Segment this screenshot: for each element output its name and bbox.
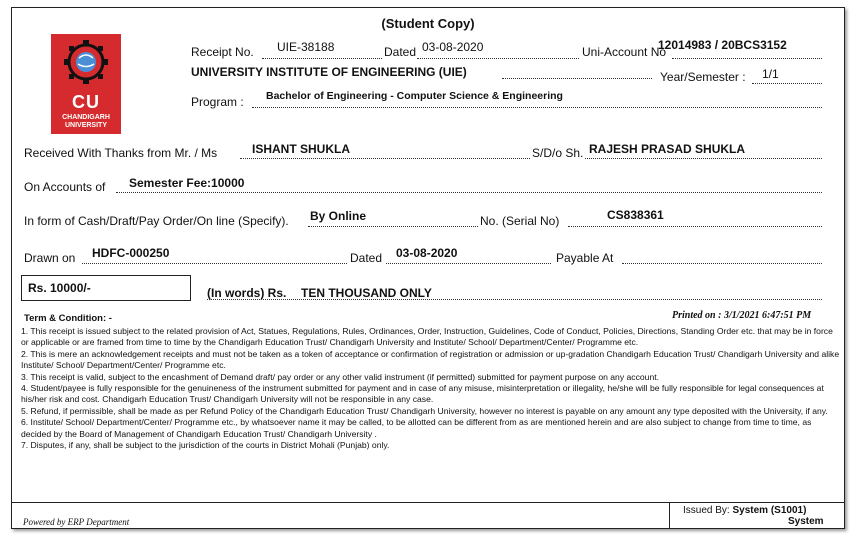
terms-heading: Term & Condition: - <box>24 313 112 324</box>
logo-university-text: CHANDIGARH UNIVERSITY <box>62 114 110 129</box>
year-semester-value: 1/1 <box>762 67 779 81</box>
issued-by-label: Issued By: <box>683 505 730 516</box>
dotted-line <box>82 263 347 264</box>
dotted-line <box>672 58 822 59</box>
gear-globe-icon <box>51 34 121 92</box>
term-item: 5. Refund, if permissible, shall be made as per Refund Policy of the Chandigarh Education Trust/ Chandigarh University, however no interest is payable on any amount any type deposited with the University, if any. <box>21 405 828 416</box>
dotted-line <box>585 158 822 159</box>
amount-box <box>21 275 191 301</box>
term-item: 4. Student/payee is fully responsible for the genuineness of the instrument submitted for payment and in case of any misuse, misinterpretation or illegality, he/she will be fully responsible for legal consequences at his/her risk and cost. Chandigarh Education Trust/ Chandigarh University will not be responsible in any case. <box>21 383 824 405</box>
drawn-on-value: HDFC-000250 <box>92 246 170 260</box>
term-item: 6. Institute/ School/ Department/Center/ Programme etc., by whatsoever name it may be called, to be allotted can be different from as are mentioned herein and are also subject to change from time to time, as decided by the Board of Management of Chandigarh Education Trust/ Chandigarh University . <box>21 417 812 439</box>
term-item: 3. This receipt is valid, subject to the encashment of Demand draft/ pay order or any other valid instrument (if permitted) submitted for payment purpose on any account. <box>21 371 660 382</box>
on-accounts-label: On Accounts of <box>24 180 106 194</box>
dated-label: Dated <box>384 45 417 59</box>
dated2-value: 03-08-2020 <box>396 246 458 260</box>
term-item: 2. This is mere an acknowledgement receipts and must not be taken as a token of acceptance or confirmation of registration or admission or up-gradation Chandigarh Education Trust/ Chandigarh University and alike Institute/ School/ Department/Center/ Programme etc. <box>21 348 840 371</box>
serial-no-value: CS838361 <box>607 208 664 222</box>
on-accounts-value: Semester Fee:10000 <box>129 176 245 190</box>
payment-form-label: In form of Cash/Draft/Pay Order/On line (Specify). <box>24 214 289 228</box>
payment-form-value: By Online <box>310 209 367 223</box>
student-name: ISHANT SHUKLA <box>252 142 350 156</box>
received-from-label: Received With Thanks from Mr. / Ms <box>24 146 218 160</box>
logo-cu-text: CU <box>72 92 100 112</box>
issued-by-value: System (S1001) <box>732 505 807 516</box>
uni-account-value: 12014983 / 20BCS3152 <box>658 38 787 52</box>
copy-title: (Student Copy) <box>381 16 475 31</box>
in-words-label: (In words) Rs. <box>207 286 287 300</box>
terms-list <box>21 326 841 451</box>
printed-on: Printed on : 3/1/2021 6:47:51 PM <box>672 310 812 321</box>
term-item: 7. Disputes, if any, shall be subject to the jurisdiction of the courts in District Mohali (Punjab) only. <box>21 440 390 451</box>
year-semester-label: Year/Semester : <box>660 70 746 84</box>
serial-no-label: No. (Serial No) <box>480 214 560 228</box>
receipt-no-value: UIE-38188 <box>277 40 335 54</box>
dated2-label: Dated <box>350 251 383 265</box>
dotted-line <box>752 83 822 84</box>
dotted-line <box>417 58 579 59</box>
receipt-no-label: Receipt No. <box>191 45 254 59</box>
program-value: Bachelor of Engineering - Computer Science & Engineering <box>266 90 563 102</box>
term-item: 1. This receipt is issued subject to the related provision of Act, Statues, Regulations, Rules, Ordinances, Order, Instruction, Guidelines, Code of Conduct, Policies, Directions, Standing Order etc. that may be in force or applicable or are framed from time to time by the Chandigarh Education Trust/ Chandigarh University and Institute/ School/ Department/Center/ Programme etc. <box>21 326 833 348</box>
issued-by-sub: System <box>788 516 824 527</box>
payable-at-label: Payable At <box>556 251 614 265</box>
program-label: Program : <box>191 95 244 109</box>
dated-value: 03-08-2020 <box>422 40 484 54</box>
chandigarh-university-logo <box>51 34 121 134</box>
dotted-line <box>622 263 822 264</box>
institute-name: UNIVERSITY INSTITUTE OF ENGINEERING (UIE) <box>191 65 467 79</box>
dotted-line <box>252 107 822 108</box>
uni-account-label: Uni-Account No <box>582 45 667 59</box>
dotted-line <box>386 263 551 264</box>
sdo-label: S/D/o Sh. <box>532 146 584 160</box>
issued-by <box>683 505 824 527</box>
in-words-value: TEN THOUSAND ONLY <box>301 286 432 300</box>
parent-name: RAJESH PRASAD SHUKLA <box>589 142 746 156</box>
powered-by: Powered by ERP Department <box>23 517 130 527</box>
dotted-line <box>568 226 822 227</box>
receipt-card <box>11 7 845 529</box>
dotted-line <box>240 158 530 159</box>
amount-value: Rs. 10000/- <box>28 281 91 295</box>
dotted-line <box>502 78 652 79</box>
dotted-line <box>308 226 478 227</box>
dotted-line <box>116 192 822 193</box>
dotted-line <box>207 299 822 300</box>
dotted-line <box>262 58 382 59</box>
drawn-on-label: Drawn on <box>24 251 76 265</box>
